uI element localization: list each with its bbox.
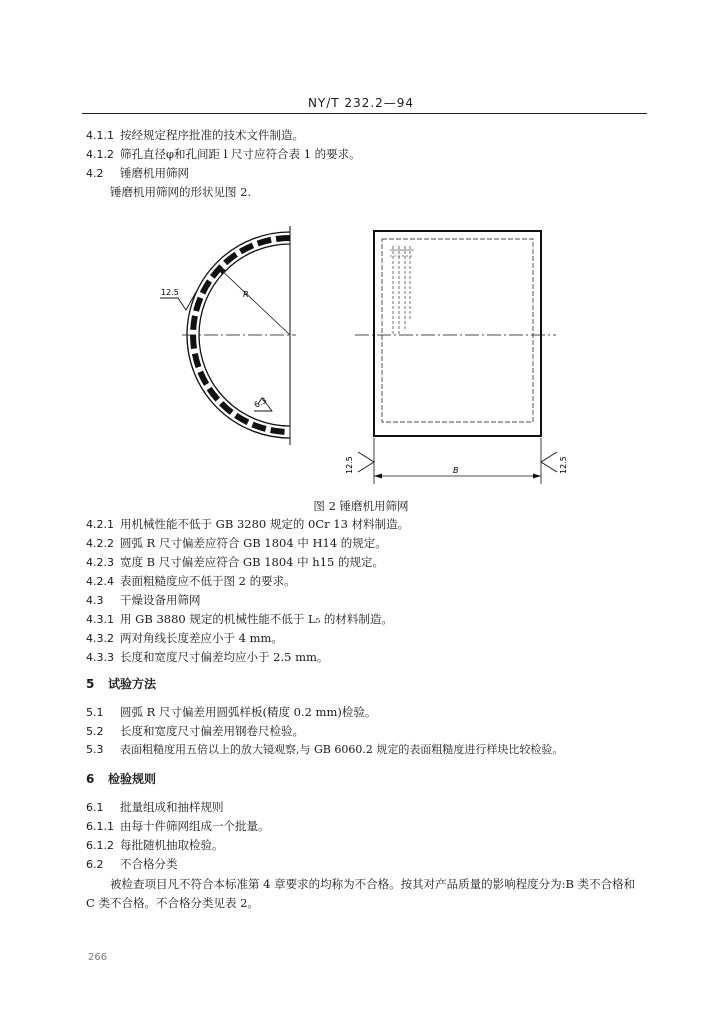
clause-5-1 bbox=[86, 705, 376, 720]
figure-caption: 图 2 锤磨机用筛网 bbox=[313, 499, 409, 513]
clause-text: 每批随机抽取检验。 bbox=[120, 838, 224, 852]
clause-text: 用 GB 3880 规定的机械性能不低于 L₅ 的材料制造。 bbox=[120, 612, 393, 626]
roughness-symbol-bottom-left bbox=[253, 396, 272, 411]
clause-6-1 bbox=[86, 800, 224, 815]
clause-6-1-2 bbox=[86, 838, 224, 853]
width-dimension bbox=[374, 438, 541, 484]
section-6-heading bbox=[86, 772, 156, 786]
roughness-value: 12.5 bbox=[161, 288, 179, 297]
paragraph-6-2: 被检查项目凡不符合本标准第 4 章要求的均称为不合格。按其对产品质量的影响程度分为:B 类不合格和 C 类不合格。不合格分类见表 2。 bbox=[86, 877, 636, 910]
width-label: B bbox=[453, 466, 459, 475]
clause-text: 圆弧 R 尺寸偏差用圆弧样板(精度 0.2 mm)检验。 bbox=[120, 705, 377, 719]
clause-number: 6.1 bbox=[86, 801, 104, 814]
clause-text: 筛孔直径φ和孔间距 l 尺寸应符合表 1 的要求。 bbox=[120, 147, 361, 161]
roughness-symbol-bottom-right-edge bbox=[541, 452, 568, 474]
clause-4-2-4 bbox=[86, 574, 296, 589]
clause-text: 长度和宽度尺寸偏差均应小于 2.5 mm。 bbox=[120, 650, 329, 664]
clause-4-3-1 bbox=[86, 612, 393, 627]
section-title: 检验规则 bbox=[108, 772, 157, 786]
clause-number: 4.3 bbox=[86, 594, 104, 607]
clause-6-1-1 bbox=[86, 819, 270, 834]
clause-4-2-2 bbox=[86, 536, 387, 551]
section-title: 试验方法 bbox=[108, 677, 157, 691]
paragraph-4-2: 锤磨机用筛网的形状见图 2. bbox=[110, 185, 252, 199]
section-number: 6 bbox=[86, 772, 95, 786]
roughness-value: 6.3 bbox=[252, 395, 269, 410]
clause-4-3-2 bbox=[86, 631, 283, 646]
clause-text: 干燥设备用筛网 bbox=[120, 593, 201, 607]
clause-number: 4.3.1 bbox=[86, 613, 114, 626]
clause-4-3 bbox=[86, 593, 201, 608]
clause-number: 4.2.1 bbox=[86, 518, 114, 531]
clause-number: 4.3.3 bbox=[86, 651, 114, 664]
clause-text: 锤磨机用筛网 bbox=[120, 166, 189, 180]
clause-number: 4.2.2 bbox=[86, 537, 114, 550]
clause-text: 表面粗糙度用五倍以上的放大镜观察,与 GB 6060.2 规定的表面粗糙度进行样块比较检验。 bbox=[120, 743, 564, 756]
clause-number: 4.2.4 bbox=[86, 575, 114, 588]
clause-number: 6.2 bbox=[86, 858, 104, 871]
clause-number: 4.1.2 bbox=[86, 148, 114, 161]
section-5-heading bbox=[86, 677, 156, 691]
screen-arc-view bbox=[182, 226, 296, 445]
clause-text: 表面粗糙度应不低于图 2 的要求。 bbox=[120, 574, 296, 588]
roughness-value: 12.5 bbox=[559, 456, 568, 474]
roughness-symbol-bottom-left-edge bbox=[345, 452, 374, 474]
roughness-value: 12.5 bbox=[345, 456, 354, 474]
clause-text: 圆弧 R 尺寸偏差应符合 GB 1804 中 H14 的规定。 bbox=[120, 536, 387, 550]
standard-code-header: NY/T 232.2—94 bbox=[307, 96, 415, 110]
clause-text: 由每十件筛网组成一个批量。 bbox=[120, 819, 270, 833]
clause-number: 5.3 bbox=[86, 743, 104, 756]
clause-4-2-1 bbox=[86, 517, 409, 532]
clause-number: 4.2.3 bbox=[86, 556, 114, 569]
clause-number: 4.3.2 bbox=[86, 632, 114, 645]
clause-text: 批量组成和抽样规则 bbox=[120, 800, 224, 814]
clause-number: 4.2 bbox=[86, 167, 104, 180]
clause-text: 宽度 B 尺寸偏差应符合 GB 1804 中 h15 的规定。 bbox=[120, 555, 384, 569]
radius-label: R bbox=[243, 290, 249, 299]
clause-text: 两对角线长度差应小于 4 mm。 bbox=[120, 631, 283, 645]
clause-number: 6.1.1 bbox=[86, 820, 114, 833]
screen-front-view bbox=[355, 231, 556, 436]
clause-text: 不合格分类 bbox=[120, 857, 178, 871]
clause-number: 6.1.2 bbox=[86, 839, 114, 852]
clause-4-3-3 bbox=[86, 650, 328, 665]
clause-number: 4.1.1 bbox=[86, 129, 114, 142]
section-number: 5 bbox=[86, 677, 95, 691]
clause-4-2-3 bbox=[86, 555, 384, 570]
clause-5-3 bbox=[86, 743, 563, 757]
clause-number: 5.2 bbox=[86, 725, 104, 738]
clause-text: 长度和宽度尺寸偏差用钢卷尺检验。 bbox=[120, 724, 304, 738]
clause-number: 5.1 bbox=[86, 706, 104, 719]
clause-6-2 bbox=[86, 857, 178, 872]
page-number: 266 bbox=[88, 952, 108, 963]
clause-5-2 bbox=[86, 724, 304, 739]
clause-text: 用机械性能不低于 GB 3280 规定的 0Cr 13 材料制造。 bbox=[120, 517, 410, 531]
clause-text: 按经规定程序批准的技术文件制造。 bbox=[120, 128, 304, 142]
